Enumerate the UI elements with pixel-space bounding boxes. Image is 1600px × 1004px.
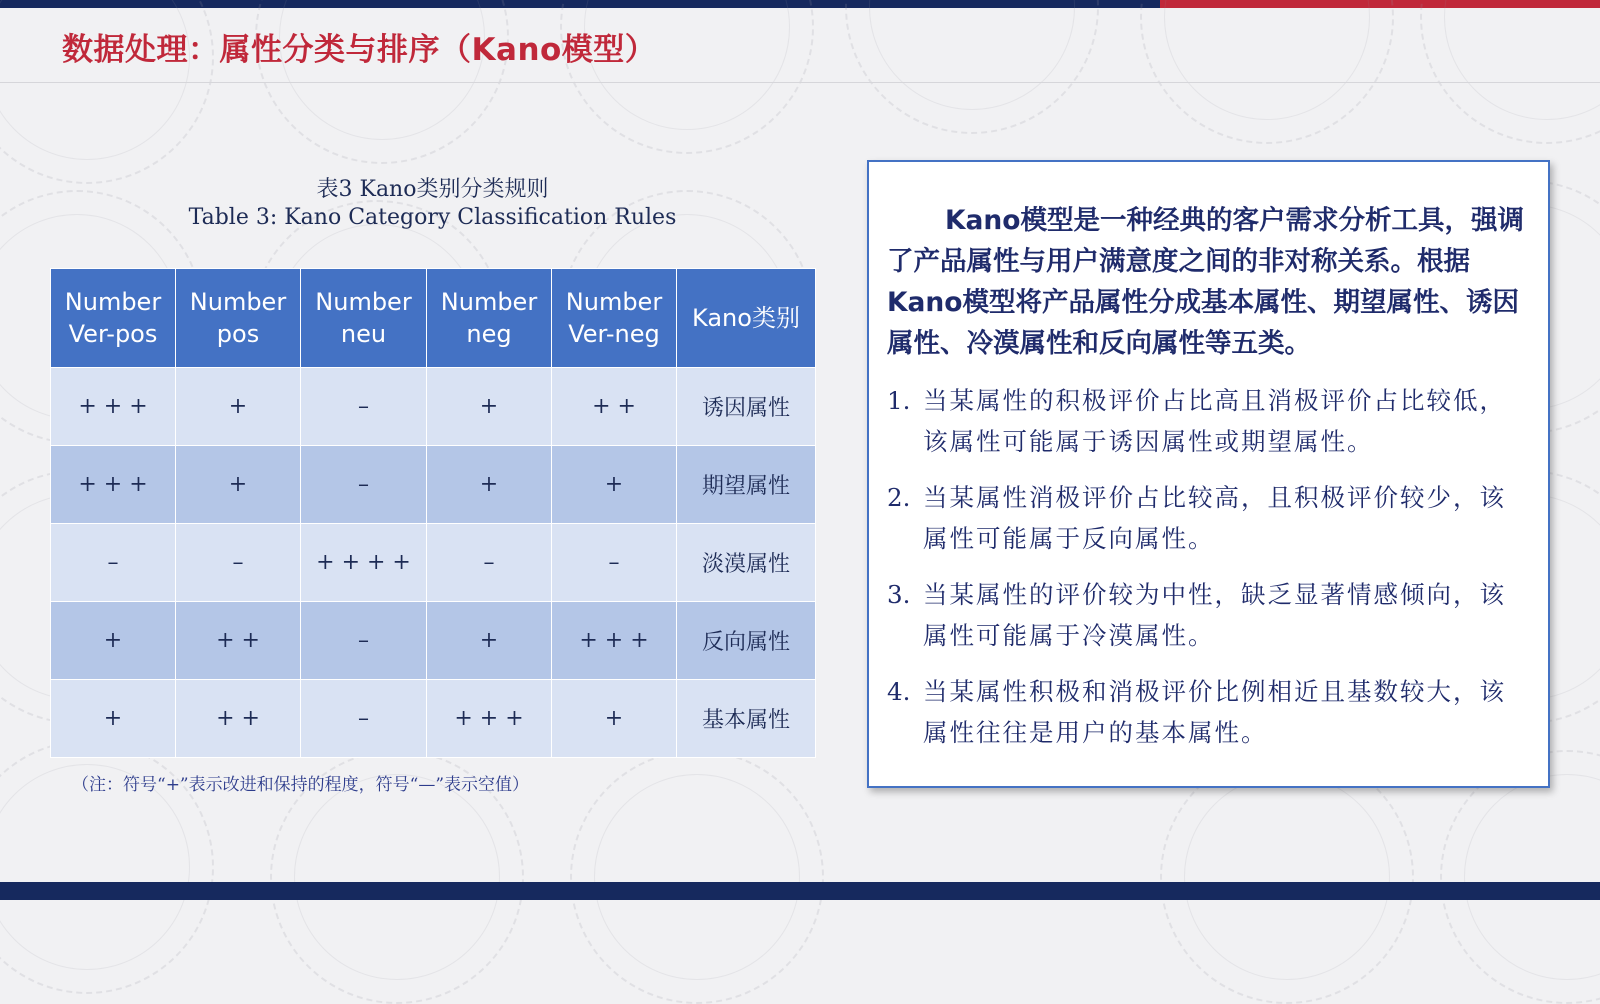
table-cell: + + + [552, 602, 677, 680]
header-number-neg: Number neg [427, 269, 552, 368]
rule-item [887, 380, 1530, 462]
header-number-neu: Number neu [301, 269, 427, 368]
table-cell: + + + [51, 368, 176, 446]
table-note: （注：符号“+”表示改进和保持的程度，符号“—”表示空值） [72, 775, 530, 795]
category-cell: 淡漠属性 [677, 524, 816, 602]
table-cell: + + + [427, 680, 552, 758]
table-row [51, 602, 816, 680]
table-cell: – [51, 524, 176, 602]
table-cell: – [427, 524, 552, 602]
rule-list [887, 380, 1530, 753]
table-row [51, 368, 816, 446]
table-cell: – [301, 368, 427, 446]
table-caption-en: Table 3: Kano Category Classification Rules [188, 205, 677, 230]
slide-title: 数据处理：属性分类与排序（Kano模型） [62, 32, 657, 68]
watermark-seal [1440, 750, 1600, 1004]
rule-item [887, 477, 1530, 559]
rule-number: 3. [887, 580, 911, 609]
header-number-ver-neg: Number Ver-neg [552, 269, 677, 368]
watermark-seal [845, 0, 1099, 134]
table-cell: + + [552, 368, 677, 446]
watermark-seal [570, 750, 824, 1004]
table-cell: + + [176, 602, 301, 680]
header-number-ver-pos: Number Ver-pos [51, 269, 176, 368]
header-number-pos: Number pos [176, 269, 301, 368]
table-cell: + + + [51, 446, 176, 524]
rule-number: 1. [887, 386, 911, 415]
top-accent-bar-red [1160, 0, 1600, 8]
table-cell: + [51, 680, 176, 758]
rule-item [887, 671, 1530, 753]
watermark-seal [1160, 750, 1414, 1004]
table-row [51, 524, 816, 602]
table-cell: + [176, 446, 301, 524]
table-cell: + [427, 446, 552, 524]
table-row [51, 446, 816, 524]
table-cell: + [427, 602, 552, 680]
category-cell: 反向属性 [677, 602, 816, 680]
category-cell: 期望属性 [677, 446, 816, 524]
rule-text: 当某属性的积极评价占比高且消极评价占比较低，该属性可能属于诱因属性或期望属性。 [923, 386, 1506, 456]
table-cell: – [301, 602, 427, 680]
rule-number: 2. [887, 483, 911, 512]
table-caption-cn: 表3 Kano类别分类规则 [316, 177, 549, 202]
table-cell: + [552, 446, 677, 524]
table-cell: + [176, 368, 301, 446]
table-header-row [51, 269, 816, 368]
table-cell: + [51, 602, 176, 680]
kano-rules-table [50, 268, 816, 758]
header-kano-category: Kano类别 [677, 269, 816, 368]
category-cell: 基本属性 [677, 680, 816, 758]
rule-text: 当某属性消极评价占比较高，且积极评价较少，该属性可能属于反向属性。 [923, 483, 1506, 553]
table-cell: + [427, 368, 552, 446]
table-cell: + + [176, 680, 301, 758]
table-cell: – [301, 446, 427, 524]
title-divider [0, 82, 1600, 83]
rule-text: 当某属性的评价较为中性，缺乏显著情感倾向，该属性可能属于冷漠属性。 [923, 580, 1506, 650]
watermark-seal [1420, 0, 1600, 144]
table-cell: + [552, 680, 677, 758]
rule-text: 当某属性积极和消极评价比例相近且基数较大，该属性往往是用户的基本属性。 [923, 677, 1506, 747]
table-cell: – [552, 524, 677, 602]
top-accent-bar [0, 0, 1600, 8]
kano-explanation-panel [867, 160, 1550, 788]
rule-item [887, 574, 1530, 656]
bottom-accent-bar [0, 882, 1600, 900]
table-cell: + + + + [301, 524, 427, 602]
table-row [51, 680, 816, 758]
panel-intro: Kano模型是一种经典的客户需求分析工具，强调了产品属性与用户满意度之间的非对称关系。根据Kano模型将产品属性分成基本属性、期望属性、诱因属性、冷漠属性和反向属性等五类。 [887, 205, 1524, 359]
table-cell: – [301, 680, 427, 758]
category-cell: 诱因属性 [677, 368, 816, 446]
rule-number: 4. [887, 677, 911, 706]
watermark-seal [1140, 0, 1394, 144]
table-cell: – [176, 524, 301, 602]
